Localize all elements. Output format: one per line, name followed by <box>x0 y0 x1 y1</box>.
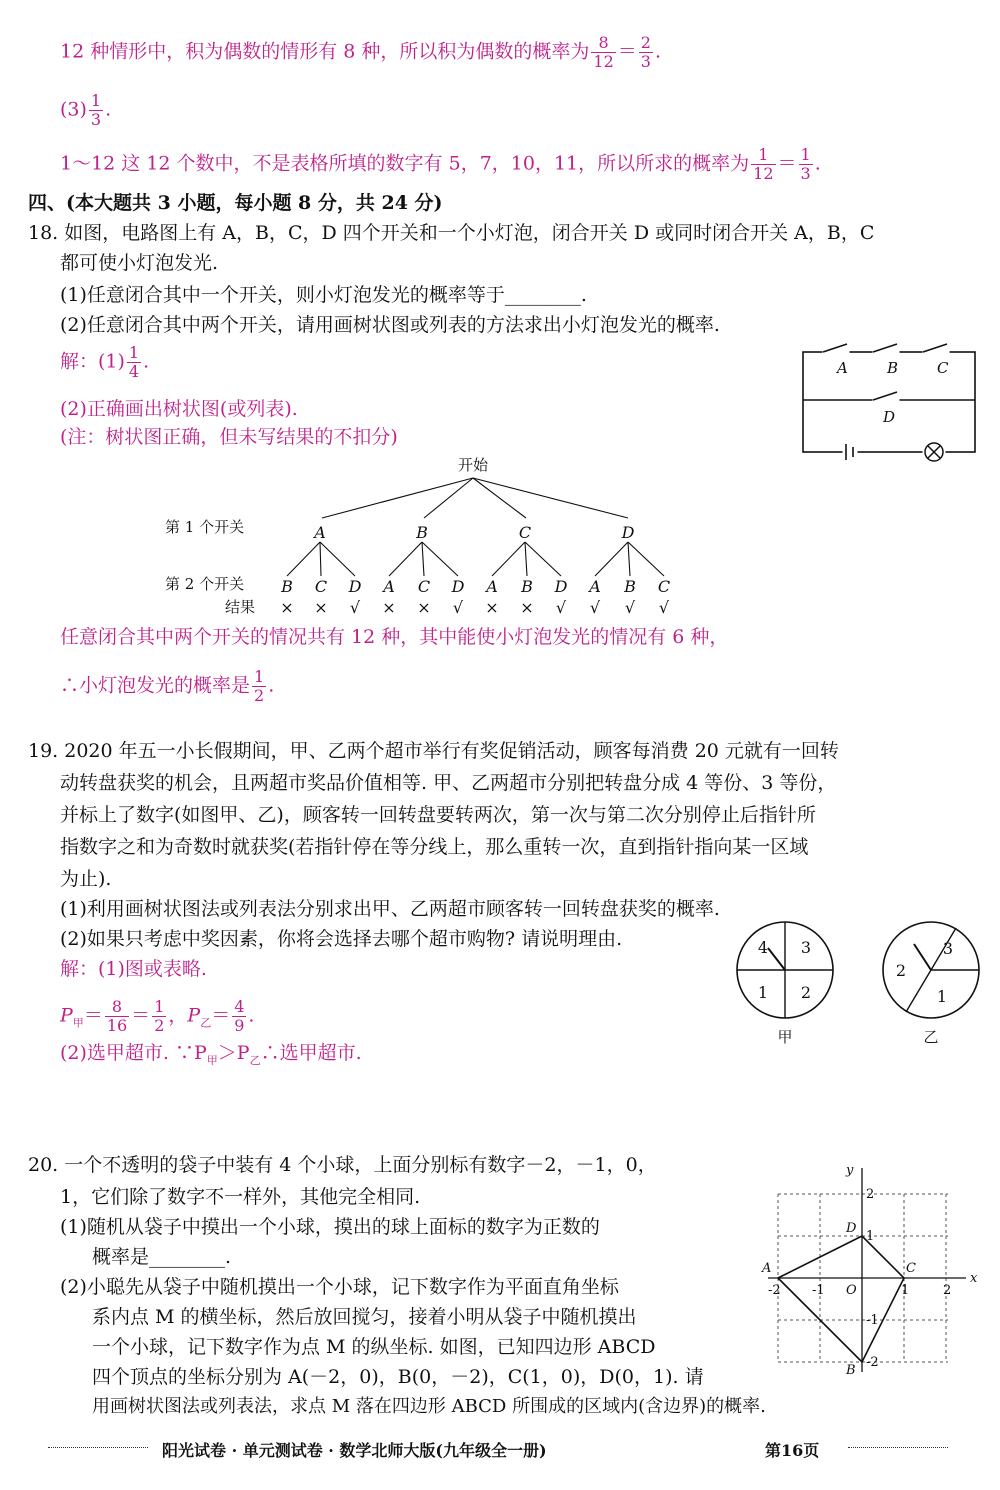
q19-part2: (2)如果只考虑中奖因素，你将会选择去哪个超市购物? 请说明理由. <box>60 928 623 950</box>
point-c-label: C <box>906 1261 916 1276</box>
fraction: $\frac{1}{4}$ <box>128 343 140 381</box>
q19-line1: 19. 2020 年五一小长假期间，甲、乙两个超市举行有奖促销活动，顾客每消费 20 元就有一回转 <box>28 740 839 762</box>
tree-result: √ <box>658 598 670 617</box>
tree-leaf: A <box>589 577 601 596</box>
tree-leaf: D <box>554 577 568 596</box>
quadrilateral-abcd <box>778 1236 904 1362</box>
tree-result: × <box>280 598 294 617</box>
fraction: $\frac{8}{16}$ <box>106 997 128 1035</box>
tree-result: × <box>485 598 499 617</box>
q19-line2: 动转盘获奖的机会，且两超市奖品价值相等. 甲、乙两超市分别把转盘分成 4 等份、3 等份， <box>60 772 837 794</box>
tick-label: -1 <box>812 1283 825 1298</box>
tree-node: D <box>621 523 635 542</box>
circuit-diagram <box>795 340 985 470</box>
q19-part1: (1)利用画树状图法或列表法分别求出甲、乙两超市顾客转一回转盘获奖的概率. <box>60 898 720 920</box>
tree-leaf: C <box>417 577 431 596</box>
fraction: $\frac{4}{9}$ <box>234 997 245 1035</box>
point-b-label: B <box>846 1363 856 1378</box>
tree-result: √ <box>555 598 567 617</box>
origin-label: O <box>846 1283 857 1298</box>
q17-line3: 1～12 这 12 个数中，不是表格所填的数字有 5，7，10，11，所以所求的概率为 $\frac{1}{12}$ ＝ $\frac{1}{3}$ . <box>60 145 821 183</box>
q19-line4: 指数字之和为奇数时就获奖(若指针停在等分线上，那么重转一次，直到指针指向某一区域 <box>60 836 809 858</box>
q18-line2: 都可使小灯泡发光. <box>60 252 219 274</box>
coordinate-graph <box>758 1160 983 1380</box>
q20-part2e: 用画树状图法或列表法，求点 M 落在四边形 ABCD 所围成的区域内(含边界)的概率. <box>92 1396 766 1417</box>
spinner-number: 1 <box>757 983 769 1002</box>
pointer-icon <box>768 948 785 970</box>
q19-line5: 为止). <box>60 868 112 890</box>
tick-label: 1 <box>866 1229 875 1244</box>
q17-part3: (3) $\frac{1}{3}$ . <box>60 91 112 129</box>
tree-node: C <box>518 523 532 542</box>
tree-leaf: B <box>521 577 533 596</box>
spinner-number: 4 <box>757 938 769 957</box>
circuit-label-b: B <box>887 359 899 377</box>
spinner-number: 3 <box>800 938 812 957</box>
tree-leaf: A <box>486 577 498 596</box>
q19-solution1: 解：(1)图或表略. <box>60 958 207 980</box>
tick-label: 1 <box>901 1283 910 1298</box>
fraction: $\frac{1}{2}$ <box>154 997 165 1035</box>
spinner-number: 3 <box>942 939 954 958</box>
spinner-jia <box>730 920 840 1050</box>
fraction: $\frac{8}{12}$ <box>593 33 614 71</box>
spinner-number: 2 <box>895 961 907 980</box>
fraction: $\frac{1}{2}$ <box>254 667 265 705</box>
tree-leaf: B <box>281 577 293 596</box>
pointer-icon <box>914 944 931 970</box>
q20-part1b: 概率是________. <box>92 1246 232 1268</box>
tree-row-label-1: 第 1 个开关 <box>165 518 245 536</box>
section-heading: 四、(本大题共 3 小题，每小题 8 分，共 24 分) <box>28 192 443 214</box>
tree-result: × <box>520 598 534 617</box>
tree-result: × <box>314 598 328 617</box>
tree-leaf: D <box>348 577 362 596</box>
spinner-caption: 甲 <box>777 1028 793 1046</box>
spinner-number: 2 <box>800 983 812 1002</box>
q19-solution3: (2)选甲超市. $\because P_甲>P_乙\therefore$选甲超市. <box>60 1042 362 1067</box>
tree-row-label-2: 第 2 个开关 <box>165 575 245 593</box>
circuit-label-d: D <box>883 408 896 426</box>
q18-note: (注：树状图正确，但未写结果的不扣分) <box>60 426 398 448</box>
tree-root: 开始 <box>458 456 489 474</box>
tree-result: √ <box>589 598 601 617</box>
q18-part1: (1)任意闭合其中一个开关，则小灯泡发光的概率等于________. <box>60 284 587 306</box>
y-axis-label: y <box>846 1163 854 1178</box>
x-axis-label: x <box>970 1271 978 1286</box>
q19-solution2: $P_甲=$ $\frac{8}{16}$ ＝ $\frac{1}{2}$ ，$P_乙=$ $\frac{4}{9}$ . <box>60 997 255 1035</box>
fraction: $\frac{2}{3}$ <box>640 33 651 71</box>
q20-part2a: (2)小聪先从袋子中随机摸出一个小球，记下数字作为平面直角坐标 <box>60 1276 619 1298</box>
tree-diagram <box>0 452 720 622</box>
spinner-number: 1 <box>936 987 948 1006</box>
q18-line1: 18. 如图，电路图上有 A，B，C，D 四个开关和一个小灯泡，闭合开关 D 或同时闭合开关 A，B，C <box>28 222 875 244</box>
q20-part2d: 四个顶点的坐标分别为 A(－2，0)，B(0，－2)，C(1，0)，D(0，1). 请 <box>92 1366 704 1388</box>
q20-part2c: 一个小球，记下数字作为点 M 的纵坐标. 如图，已知四边形 ABCD <box>92 1336 656 1358</box>
q18-solution4: ∴小灯泡发光的概率是 $\frac{1}{2}$ . <box>60 667 275 705</box>
q17-line1: 12 种情形中，积为偶数的情形有 8 种，所以积为偶数的概率为 $\frac{8}{12}$ ＝ $\frac{2}{3}$ . <box>60 33 661 71</box>
spinner-caption: 乙 <box>923 1028 939 1046</box>
spinner-yi <box>876 920 986 1050</box>
q19-line3: 并标上了数字(如图甲、乙)，顾客转一回转盘要转两次，第一次与第二次分别停止后指针所 <box>60 804 816 826</box>
q18-solution1: 解：(1) $\frac{1}{4}$ . <box>60 343 150 381</box>
tree-row-label-3: 结果 <box>225 598 256 616</box>
q18-solution2: (2)正确画出树状图(或列表). <box>60 398 298 420</box>
tree-leaf: C <box>657 577 671 596</box>
q20-line2: 1，它们除了数字不一样外，其他完全相同. <box>60 1186 421 1208</box>
fraction: $\frac{1}{12}$ <box>753 145 774 183</box>
point-d-label: D <box>846 1221 857 1236</box>
q18-solution3: 任意闭合其中两个开关的情况共有 12 种，其中能使小灯泡发光的情况有 6 种， <box>60 626 729 648</box>
fraction: $\frac{1}{3}$ <box>90 91 102 129</box>
circuit-label-a: A <box>837 359 848 377</box>
tree-result: √ <box>349 598 361 617</box>
q20-part2b: 系内点 M 的横坐标，然后放回搅匀，接着小明从袋子中随机摸出 <box>92 1306 637 1328</box>
q20-line1: 20. 一个不透明的袋子中装有 4 个小球，上面分别标有数字－2，－1，0， <box>28 1154 657 1176</box>
tree-leaf: D <box>451 577 465 596</box>
tree-leaf: B <box>624 577 636 596</box>
tree-leaf: C <box>314 577 328 596</box>
point-a-label: A <box>762 1261 772 1276</box>
tree-result: × <box>417 598 431 617</box>
q18-part2: (2)任意闭合其中两个开关，请用画树状图或列表的方法求出小灯泡发光的概率. <box>60 314 720 336</box>
tree-leaf: A <box>383 577 395 596</box>
tree-result: √ <box>624 598 636 617</box>
tree-result: × <box>382 598 396 617</box>
fraction: $\frac{1}{3}$ <box>800 145 811 183</box>
q20-part1a: (1)随机从袋子中摸出一个小球，摸出的球上面标的数字为正数的 <box>60 1216 600 1238</box>
tick-label: -2 <box>768 1283 781 1298</box>
tree-node: B <box>416 523 428 542</box>
tick-label: 2 <box>943 1283 952 1298</box>
page-number: 第16页 <box>765 1441 820 1460</box>
tick-label: -2 <box>866 1355 879 1370</box>
footer-text: 阳光试卷 · 单元测试卷 · 数学北师大版(九年级全一册) <box>162 1441 547 1460</box>
tick-label: -1 <box>866 1313 879 1328</box>
tree-node: A <box>314 523 326 542</box>
tick-label: 2 <box>866 1187 875 1202</box>
tree-result: √ <box>452 598 464 617</box>
circuit-label-c: C <box>937 359 949 377</box>
